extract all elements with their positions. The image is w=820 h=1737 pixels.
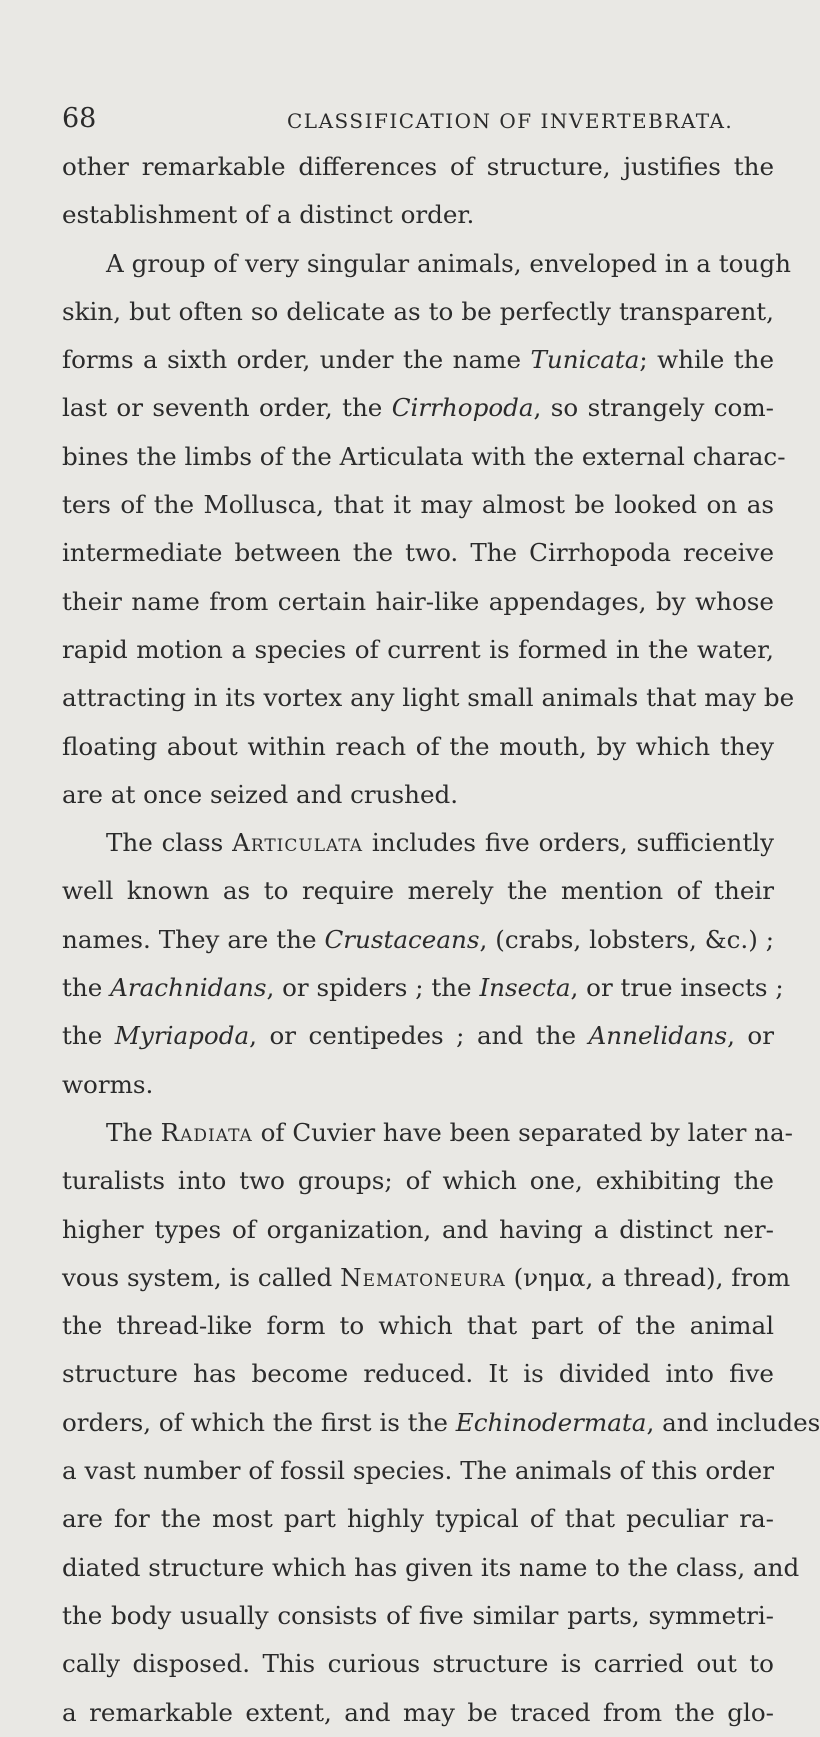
italic-term: Cirrhopoda bbox=[391, 393, 534, 423]
text-segment: forms a sixth order, under the name bbox=[62, 345, 531, 375]
text-segment: turalists into two groups; of which one, exhibiting the bbox=[62, 1166, 774, 1196]
text-segment: , or true insects ; bbox=[570, 973, 784, 1003]
text-line bbox=[62, 1447, 774, 1495]
text-line bbox=[62, 1495, 774, 1543]
text-segment: ; while the bbox=[639, 345, 774, 375]
italic-term: Tunicata bbox=[530, 345, 640, 375]
text-segment: the thread-like form to which that part of the animal bbox=[62, 1311, 774, 1341]
small-caps-term: Articulata bbox=[232, 828, 364, 858]
text-line bbox=[62, 191, 774, 239]
text-line bbox=[62, 1109, 793, 1157]
text-line bbox=[62, 578, 774, 626]
text-line bbox=[62, 1302, 774, 1350]
text-segment: the bbox=[62, 1021, 115, 1051]
text-segment: last or seventh order, the bbox=[62, 393, 392, 423]
text-segment: establishment of a distinct order. bbox=[62, 200, 475, 230]
text-segment: floating about within reach of the mouth, by which they bbox=[62, 731, 774, 761]
text-segment: intermediate between the two. The Cirrhopoda receive bbox=[62, 538, 774, 568]
text-segment: rapid motion a species of current is formed in the water, bbox=[62, 634, 774, 664]
text-line bbox=[62, 240, 791, 288]
text-segment: well known as to require merely the mention of their bbox=[62, 876, 774, 906]
text-line bbox=[62, 674, 795, 722]
text-line bbox=[62, 1206, 774, 1254]
text-line bbox=[62, 384, 774, 432]
text-segment: are for the most part highly typical of that peculiar ra- bbox=[62, 1504, 774, 1534]
text-segment: ters of the Mollusca, that it may almost be looked on as bbox=[62, 490, 774, 520]
text-segment: , or bbox=[727, 1021, 774, 1051]
text-segment: , and includes bbox=[646, 1407, 820, 1437]
text-line bbox=[62, 916, 774, 964]
text-line bbox=[62, 867, 774, 915]
text-line bbox=[62, 336, 774, 384]
italic-term: Myriapoda bbox=[114, 1021, 250, 1051]
running-head: CLASSIFICATION OF INVERTEBRATA. bbox=[287, 109, 734, 133]
body-text bbox=[62, 143, 820, 1737]
text-line bbox=[62, 1061, 774, 1109]
text-segment: skin, but often so delicate as to be perfectly transparent, bbox=[62, 296, 774, 326]
text-segment: , or spiders ; the bbox=[266, 973, 480, 1003]
page-header bbox=[62, 104, 760, 144]
text-segment: , so strangely com- bbox=[533, 393, 774, 423]
small-caps-term: Radiata bbox=[160, 1117, 253, 1147]
text-segment: attracting in its vortex any light small animals that may be bbox=[62, 683, 795, 713]
text-line bbox=[62, 1689, 774, 1737]
text-line bbox=[62, 433, 786, 481]
text-line bbox=[62, 1640, 774, 1688]
text-segment: vous system, is called bbox=[62, 1262, 341, 1292]
text-line bbox=[62, 1012, 774, 1060]
text-segment: The class bbox=[106, 828, 233, 858]
text-segment: other remarkable differences of structure, justifies the bbox=[62, 152, 774, 181]
text-line bbox=[62, 1157, 774, 1205]
text-line bbox=[62, 819, 774, 867]
text-line bbox=[62, 1592, 774, 1640]
italic-term: Arachnidans bbox=[110, 973, 267, 1003]
text-segment: (νημα, a thread), from bbox=[505, 1262, 791, 1292]
text-segment: diated structure which has given its name to the class, and bbox=[62, 1552, 800, 1582]
text-line bbox=[62, 288, 774, 336]
text-line bbox=[62, 771, 774, 819]
page-number: 68 bbox=[62, 103, 97, 134]
italic-term: Insecta bbox=[479, 973, 571, 1003]
text-segment: of Cuvier have been separated by later na- bbox=[252, 1117, 793, 1147]
text-line bbox=[62, 1544, 800, 1592]
text-segment: , (crabs, lobsters, &c.) ; bbox=[479, 924, 775, 954]
text-segment: bines the limbs of the Articulata with the external charac- bbox=[62, 441, 786, 471]
text-line bbox=[62, 481, 774, 529]
text-segment: , or centipedes ; and the bbox=[249, 1021, 589, 1051]
text-segment: higher types of organization, and having a distinct ner- bbox=[62, 1214, 774, 1244]
text-line bbox=[62, 964, 784, 1012]
small-caps-term: Nematoneura bbox=[340, 1262, 506, 1292]
text-segment: A group of very singular animals, enveloped in a tough bbox=[106, 248, 791, 278]
text-segment: includes five orders, sufficiently bbox=[363, 828, 774, 858]
text-line bbox=[62, 723, 774, 771]
text-line bbox=[62, 529, 774, 577]
text-segment: a vast number of fossil species. The animals of this order bbox=[62, 1456, 774, 1486]
text-segment: cally disposed. This curious structure is carried out to bbox=[62, 1649, 774, 1679]
text-segment: a remarkable extent, and may be traced from the glo- bbox=[62, 1697, 774, 1727]
text-segment: worms. bbox=[62, 1069, 154, 1099]
italic-term: Annelidans bbox=[588, 1021, 728, 1051]
text-segment: structure has become reduced. It is divided into five bbox=[62, 1359, 774, 1389]
text-line bbox=[62, 1399, 820, 1447]
text-line bbox=[62, 626, 774, 674]
text-segment: names. They are the bbox=[62, 924, 325, 954]
text-line bbox=[62, 1254, 791, 1302]
text-segment: are at once seized and crushed. bbox=[62, 779, 459, 809]
text-segment: the bbox=[62, 973, 111, 1003]
text-segment: the body usually consists of five similar parts, symmetri- bbox=[62, 1600, 774, 1630]
text-segment: The bbox=[106, 1117, 161, 1147]
text-segment: their name from certain hair-like appendages, by whose bbox=[62, 586, 774, 616]
italic-term: Echinodermata bbox=[455, 1407, 647, 1437]
text-line bbox=[62, 143, 774, 191]
italic-term: Crustaceans bbox=[324, 924, 480, 954]
text-line bbox=[62, 1350, 774, 1398]
text-segment: orders, of which the first is the bbox=[62, 1407, 456, 1437]
